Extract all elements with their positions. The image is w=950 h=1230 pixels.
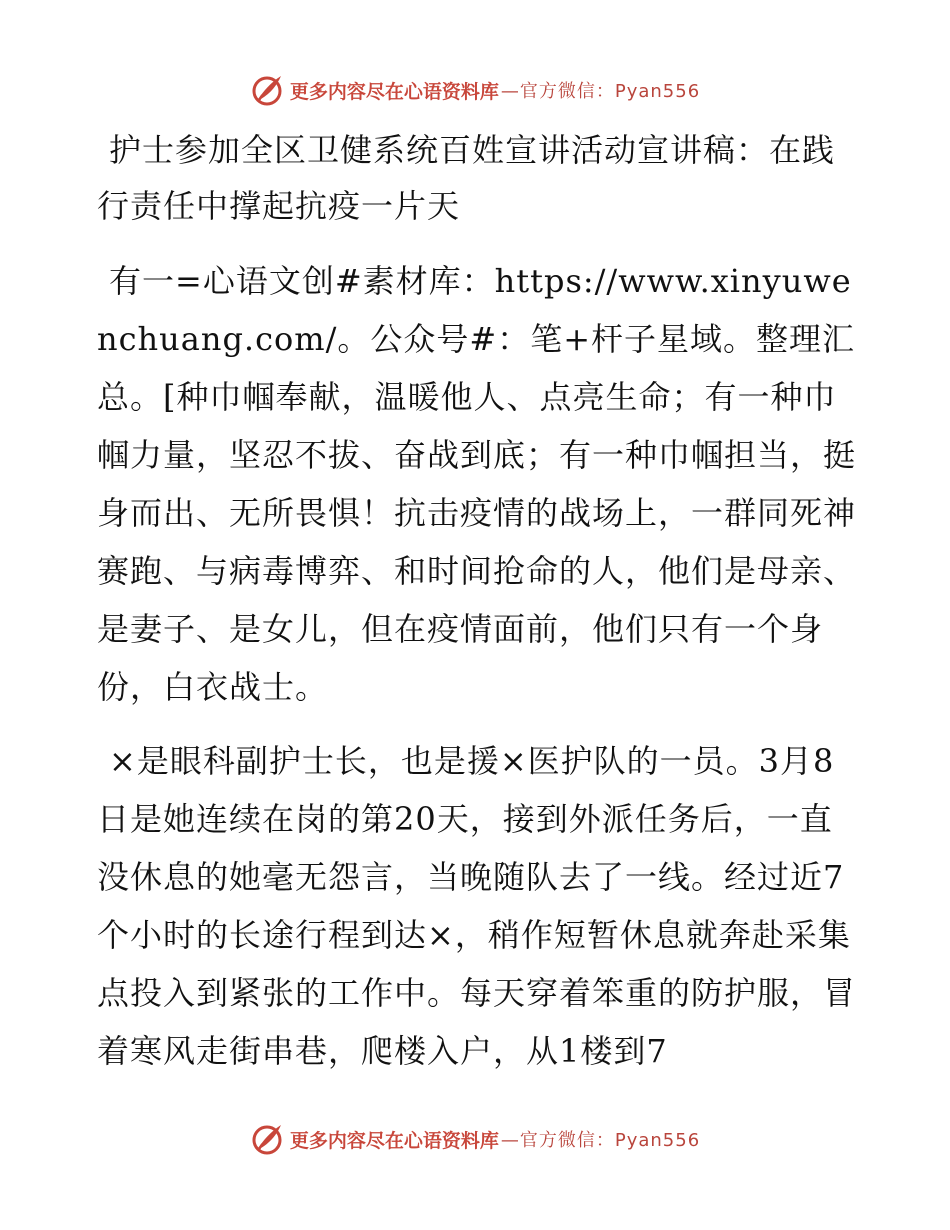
document-title: 护士参加全区卫健系统百姓宣讲活动宣讲稿：在践行责任中撑起抗疫一片天 — [97, 131, 836, 225]
footer-banner — [0, 1117, 950, 1161]
contact-text: —官方微信：Pyan556 — [500, 81, 701, 102]
paragraph: ×是眼科副护士长，也是援×医护队的一员。3月8日是她连续在岗的第20天，接到外派任务后，一直没休息的她毫无怨言，当晚随队去了一线。经过近7个小时的长途行程到达×，稍作短暂休息就奔赴采集点投入到紧张的工作中。每天穿着笨重的防护服，冒着寒风走街串巷，爬楼入户，从1楼到7 — [97, 742, 857, 1070]
promo-text: 更多内容尽在心语资料库 — [289, 80, 499, 103]
paragraph: 有一=心语文创#素材库：https://www.xinyuwenchuang.com/。公众号#：笔+杆子星域。整理汇总。[种巾帼奉献，温暖他人、点亮生命；有一种巾帼力量，坚忍不拔、奋战到底；有一种巾帼担当，挺身而出、无所畏惧！抗击疫情的战场上，一群同死神赛跑、与病毒博弈、和时间抢命的人，他们是母亲、是妻子、是女儿，但在疫情面前，他们只有一个身份，白衣战士。 — [97, 262, 857, 706]
promo-text: 更多内容尽在心语资料库 — [289, 1129, 499, 1152]
feather-quill-logo-icon — [250, 1122, 284, 1156]
contact-text: —官方微信：Pyan556 — [500, 1130, 701, 1151]
document-body — [97, 122, 857, 1080]
header-banner — [0, 68, 950, 112]
feather-quill-logo-icon — [250, 73, 284, 107]
